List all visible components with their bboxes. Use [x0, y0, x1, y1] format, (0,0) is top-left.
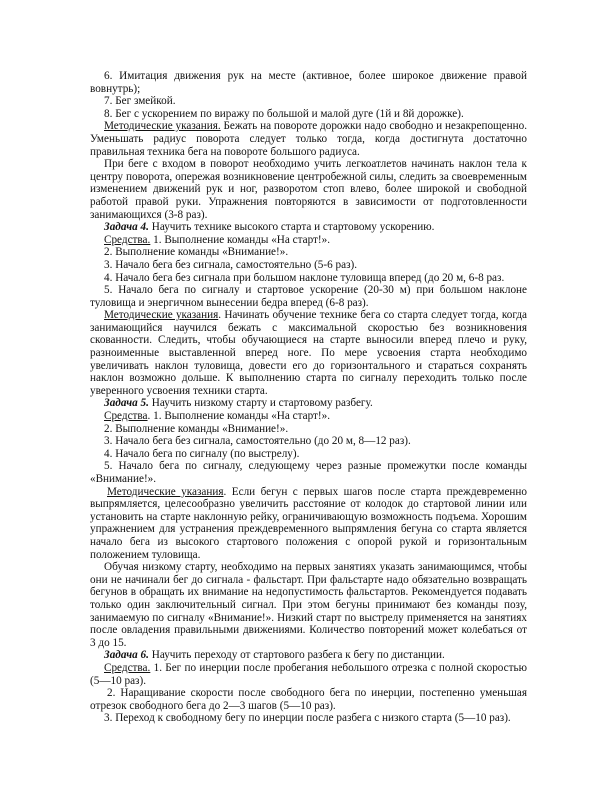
paragraph-false-start: Обучая низкому старту, необходимо на первых занятиях указать занимающимся, чтобы они не начинали бег до сигнала - фальстарт. При фальстарте надо обязательно возвращать бегунов в обращать их внимание на недопустимость фальстартов. Рекомендуется подавать только один заключительный сигнал. При этом бегуны принимают без команды позу, занимаемую по сигналу «Внимание!». Низкий старт по выстрелу применяется на занятиях после овладения правильными движениями. Количество повторений может колебаться от 3 до 15. [90, 561, 527, 649]
means-heading: Средства. [104, 661, 151, 674]
methodical-heading: Методические указания [107, 485, 224, 498]
task-6: Задача 6. Научить переходу от стартового разбега к бегу по дистанции. [104, 649, 445, 662]
task-heading: Задача 4. [104, 221, 149, 234]
paragraph-turn-running: При беге с входом в поворот необходимо учить легкоатлетов начинать наклон тела к центру поворота, опережая возникновение центробежной силы, следить за своевременным изменением движений рук и ног, разворотом стоп влево, более широкой и свободной работой правой руки. Упражнения повторяются в зависимости от подготовленности занимающихся (3-8 раз). [90, 158, 527, 221]
means-5-item-1: Средства. 1. Выполнение команды «На старт!». [104, 410, 331, 423]
means-6-item-2: 2. Наращивание скорости после свободного бега по инерции, постепенно уменьшая отрезок свободного бега до 2—3 шагов (5—10 раз). [90, 687, 527, 712]
means-5-item-5: 5. Начало бега по сигналу, следующему через разные промежутки после команды «Внимание!». [90, 460, 527, 485]
methodical-note-2: Методические указания. Начинать обучение технике бега со старта следует тогда, когда занимающийся научился бежать с максимальной скоростью без возникновения скованности. Следить, чтобы обучающиеся на старте выносили вперед плечо и руку, разноименные выставленной вперед ноге. По мере усвоения старта необходимо увеличивать наклон туловища, довести его до горизонтального и стараться сохранять наклон возможно дольше. К выполнению старта по сигналу переходить только после уверенного усвоения техники старта. [90, 309, 528, 397]
means-4-item-5: 5. Начало бега по сигналу и стартовое ускорение (20-30 м) при большом наклоне туловища и энергичном вынесении бедра вперед (6-8 раз). [90, 284, 527, 309]
means-4-item-2: 2. Выполнение команды «Внимание!». [104, 246, 289, 259]
methodical-heading: Методические указания. [104, 120, 221, 133]
means-4-item-3: 3. Начало бега без сигнала, самостоятельно (5-6 раз). [104, 258, 358, 271]
means-5-item-2: 2. Выполнение команды «Внимание!». [104, 422, 289, 435]
task-4: Задача 4. Научить технике высокого старта и стартовому ускорению. [104, 221, 435, 234]
task-5: Задача 5. Научить низкому старту и стартовому разбегу. [104, 397, 373, 410]
task-heading: Задача 5. [104, 397, 149, 410]
methodical-note-3: Методические указания. Если бегун с первых шагов после старта преждевременно выпрямляется, целесообразно увеличить расстояние от колодок до стартовой линии или установить на старте наклонную рейку, ограничивающую возможность подъема. Хорошим упражнением для устранения преждевременного выпрямления бегуна со старта является начало бега из высокого стартового положения с опорой рукой и горизонтальным положением туловища. [90, 485, 527, 561]
means-4-item-1: Средства. 1. Выполнение команды «На старт!». [104, 233, 331, 246]
item-6: 6. Имитация движения рук на месте (активное, более широкое движение правой вовнутрь); [90, 70, 527, 95]
means-6-item-1: Средства. 1. Бег по инерции после пробегания небольшого отрезка с полной скоростью (5—10 раз). [90, 661, 527, 687]
means-5-item-3: 3. Начало бега без сигнала, самостоятельно (до 20 м, 8—12 раз). [104, 435, 411, 448]
methodical-note-1: Методические указания. Бежать на повороте дорожки надо свободно и незакрепощенно. Уменьшать радиус поворота следует только тогда, когда достигнута достаточно правильная техника бега на повороте большого радиуса. [90, 120, 527, 158]
means-5-item-4: 4. Начало бега по сигналу (по выстрелу). [104, 447, 300, 460]
means-heading: Средства [104, 410, 148, 423]
page-content [90, 70, 527, 725]
means-6-item-3: 3. Переход к свободному бегу по инерции после разбега с низкого старта (5—10 раз). [104, 712, 511, 725]
task-heading: Задача 6. [104, 649, 149, 662]
item-7: 7. Бег змейкой. [104, 95, 176, 108]
means-heading: Средства. [104, 233, 151, 246]
methodical-heading: Методические указания [104, 309, 219, 322]
item-8: 8. Бег с ускорением по виражу по большой и малой дуге (1й и 8й дорожке). [104, 107, 464, 120]
means-4-item-4: 4. Начало бега без сигнала при большом наклоне туловища вперед (до 20 м, 6-8 раз. [104, 271, 505, 284]
